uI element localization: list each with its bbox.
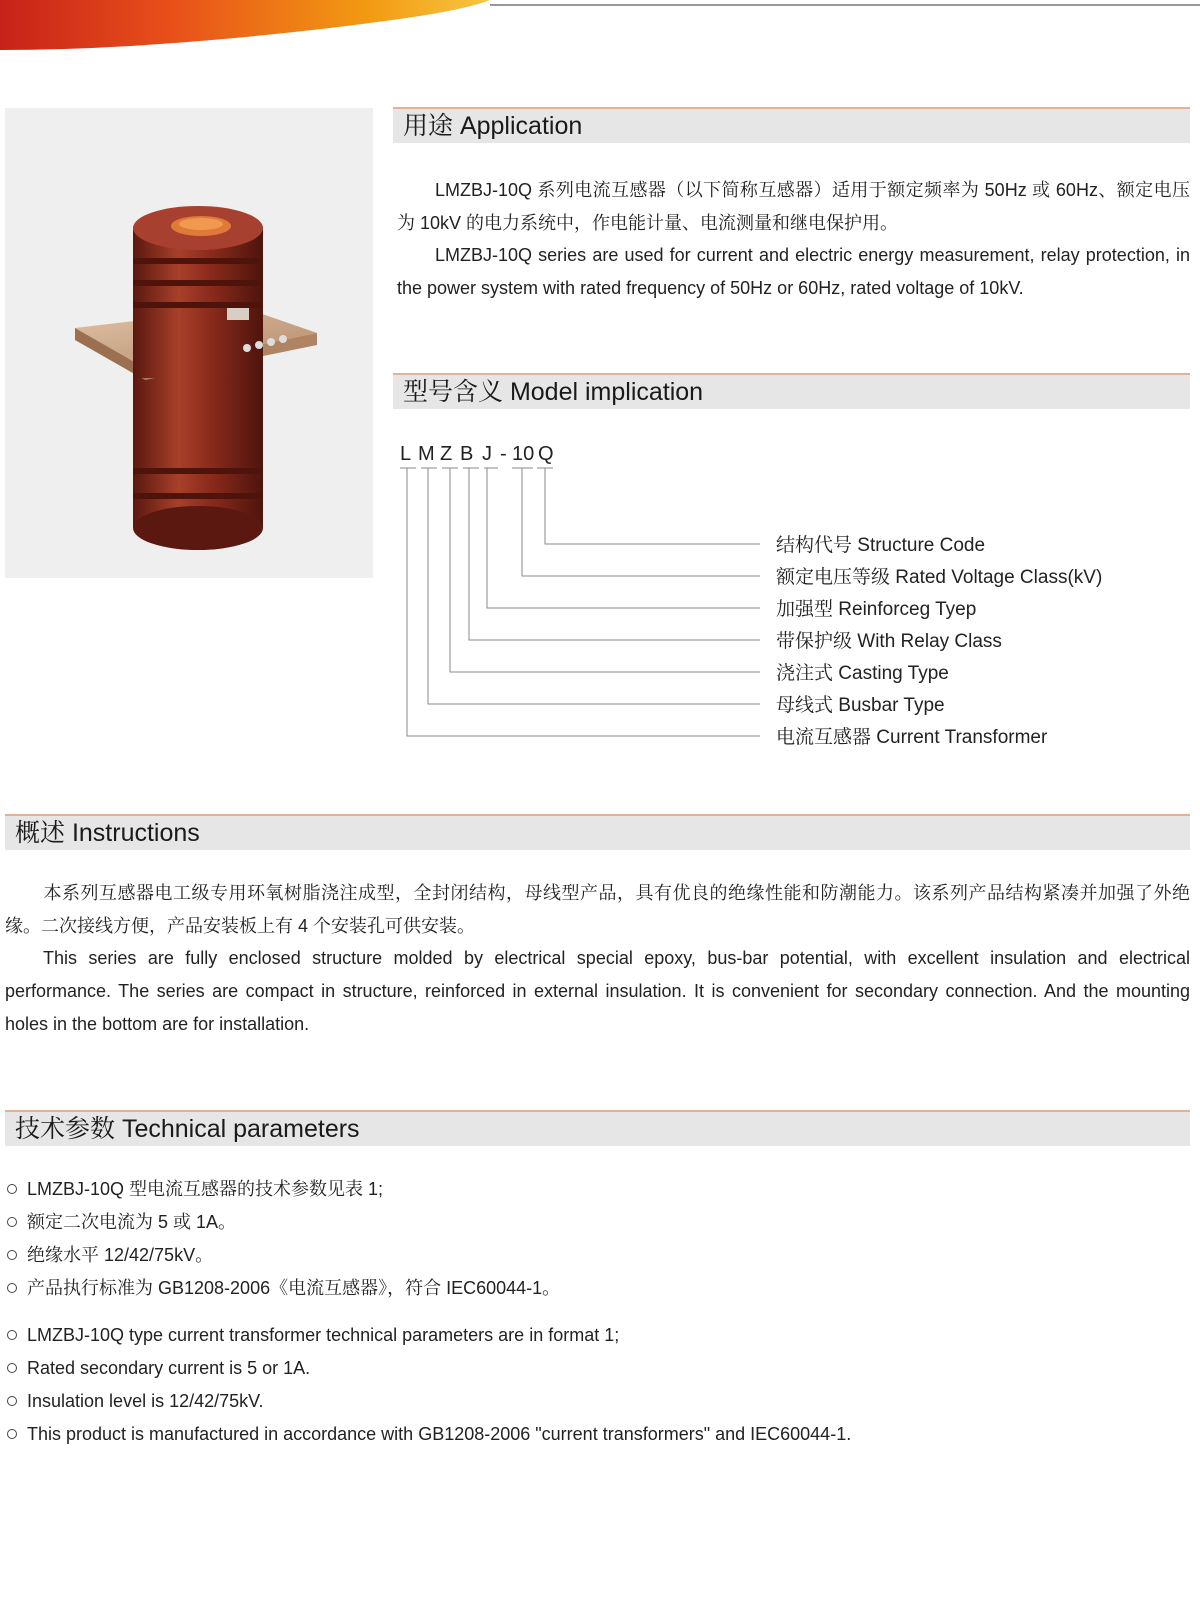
header-decorative-band	[0, 0, 1200, 60]
bullet-circle-icon	[7, 1330, 17, 1340]
bullet-circle-icon	[7, 1363, 17, 1373]
current-transformer-illustration	[5, 108, 373, 578]
application-cn-text: LMZBJ-10Q 系列电流互感器（以下简称互感器）适用于额定频率为 50Hz 或 60Hz、额定电压为 10kV 的电力系统中，作电能计量、电流测量和继电保护用。	[397, 180, 1190, 233]
legend-reinforced: 加强型 Reinforceg Tyep	[776, 599, 977, 620]
application-en-text: LMZBJ-10Q series are used for current and electric energy measurement, relay protection, in the power system with rated frequency of 50Hz or 60Hz, rated voltage of 10kV.	[397, 245, 1190, 298]
instructions-section-header	[5, 814, 1190, 850]
legend-current-transformer: 电流互感器 Current Transformer	[776, 727, 1048, 748]
instructions-en-text: This series are fully enclosed structure molded by electrical special epoxy, bus-bar potential, with excellent insulation and electrical performance. The series are compact in structure, reinforced in external insulation. It is convenient for secondary connection. And the mounting holes in the bottom are for installation.	[5, 948, 1190, 1034]
list-item: 绝缘水平 12/42/75kV。	[5, 1239, 560, 1272]
technical-title: 技术参数 Technical parameters	[15, 1115, 360, 1143]
bullet-circle-icon	[7, 1217, 17, 1227]
legend-rated-voltage: 额定电压等级 Rated Voltage Class(kV)	[776, 567, 1103, 588]
instructions-title: 概述 Instructions	[15, 819, 200, 847]
list-item: LMZBJ-10Q 型电流互感器的技术参数见表 1;	[5, 1173, 560, 1206]
application-section-header	[393, 107, 1190, 143]
legend-structure-code: 结构代号 Structure Code	[776, 535, 986, 556]
bullet-circle-icon	[7, 1184, 17, 1194]
code-char-dash: -	[500, 443, 507, 465]
bullet-circle-icon	[7, 1396, 17, 1406]
list-item: Insulation level is 12/42/75kV.	[5, 1385, 851, 1418]
legend-busbar-type: 母线式 Busbar Type	[776, 695, 945, 716]
code-char-Q: Q	[538, 443, 554, 465]
code-char-J: J	[482, 443, 492, 465]
list-item: 额定二次电流为 5 或 1A。	[5, 1206, 560, 1239]
code-char-B: B	[460, 443, 474, 465]
list-item: LMZBJ-10Q type current transformer technical parameters are in format 1;	[5, 1319, 851, 1352]
list-item: This product is manufactured in accordance with GB1208-2006 "current transformers" and IEC60044-1.	[5, 1418, 851, 1451]
code-char-M: M	[418, 443, 435, 465]
technical-en-list	[5, 1319, 851, 1451]
model-section-header	[393, 373, 1190, 409]
bullet-circle-icon	[7, 1429, 17, 1439]
legend-casting-type: 浇注式 Casting Type	[776, 663, 949, 684]
code-char-10: 10	[512, 443, 535, 465]
application-title: 用途 Application	[403, 112, 583, 140]
instructions-cn-text: 本系列互感器电工级专用环氧树脂浇注成型，全封闭结构，母线型产品，具有优良的绝缘性能和防潮能力。该系列产品结构紧凑并加强了外绝缘。二次接线方便，产品安装板上有 4 个安装孔可供安装。	[5, 883, 1190, 936]
code-char-Z: Z	[440, 443, 453, 465]
bullet-circle-icon	[7, 1250, 17, 1260]
bullet-circle-icon	[7, 1283, 17, 1293]
technical-section-header	[5, 1110, 1190, 1146]
list-item: Rated secondary current is 5 or 1A.	[5, 1352, 851, 1385]
legend-relay-class: 带保护级 With Relay Class	[776, 631, 1002, 652]
product-photo	[5, 108, 373, 578]
model-title: 型号含义 Model implication	[403, 378, 704, 406]
code-char-L: L	[400, 443, 412, 465]
technical-cn-list	[5, 1173, 560, 1305]
list-item: 产品执行标准为 GB1208-2006《电流互感器》，符合 IEC60044-1。	[5, 1272, 560, 1305]
